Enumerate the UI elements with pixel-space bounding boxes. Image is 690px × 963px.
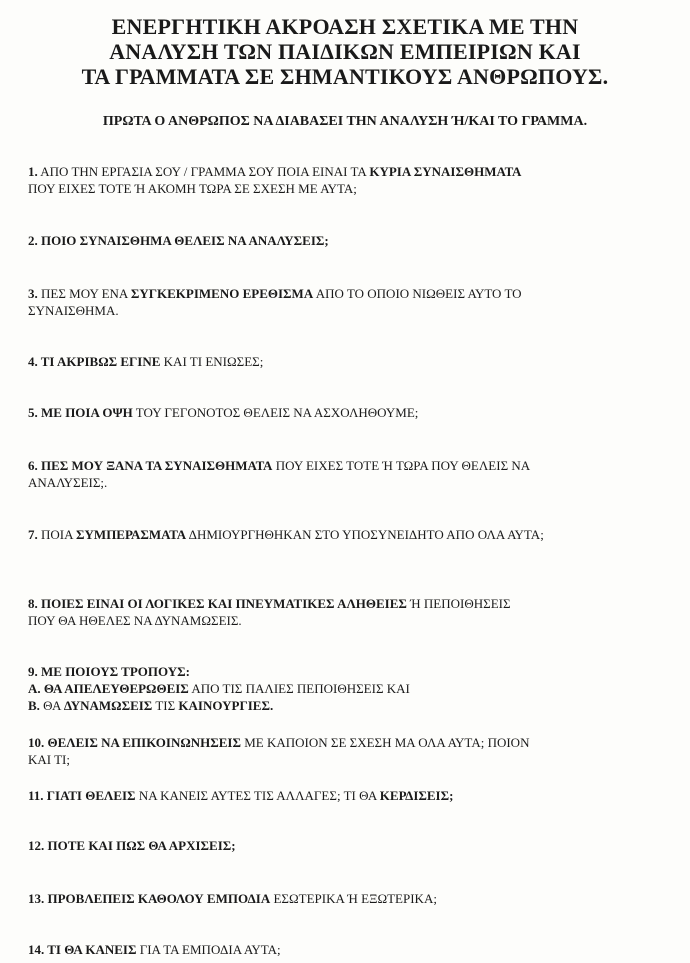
- question-11: [28, 787, 668, 804]
- question-8: [28, 595, 668, 629]
- question-12: [28, 837, 668, 854]
- question-text: ΘΑ: [39, 698, 64, 713]
- question-text: ΣΥΝΑΙΣΘΗΜΑ.: [28, 303, 119, 318]
- question-emphasis: ΚΑΙΝΟΥΡΓΙΕΣ.: [178, 698, 274, 713]
- question-emphasis: ΣΥΜΠΕΡΑΣΜΑΤΑ: [76, 527, 187, 542]
- question-text: ΚΑΙ ΤΙ ΕΝΙΩΣΕΣ;: [160, 354, 264, 369]
- question-3: [28, 285, 668, 319]
- question-emphasis: ΣΥΓΚΕΚΡΙΜΕΝΟ ΕΡΕΘΙΣΜΑ: [130, 286, 314, 301]
- question-emphasis: ΚΥΡΙΑ ΣΥΝΑΙΣΘΗΜΑΤΑ: [369, 164, 522, 179]
- question-text: ΝΑ ΚΑΝΕΙΣ ΑΥΤΕΣ ΤΙΣ ΑΛΛΑΓΕΣ; ΤΙ ΘΑ: [135, 788, 380, 803]
- question-10: [28, 734, 668, 768]
- question-text: ΠΟΥ ΕΙΧΕΣ ΤΟΤΕ Ή ΤΩΡΑ ΠΟΥ ΘΕΛΕΙΣ ΝΑ: [272, 458, 531, 473]
- question-2: [28, 232, 668, 249]
- question-emphasis: 9. ΜΕ ΠΟΙΟΥΣ ΤΡΟΠΟΥΣ:: [28, 664, 190, 679]
- question-text: ΠΕΣ ΜΟΥ ΕΝΑ: [37, 286, 131, 301]
- question-emphasis: 14. ΤΙ ΘΑ ΚΑΝΕΙΣ: [28, 942, 137, 957]
- question-text: ΑΠΟ ΤΗΝ ΕΡΓΑΣΙΑ ΣΟΥ / ΓΡΑΜΜΑ ΣΟΥ ΠΟΙΑ ΕΙΝΑΙ ΤΑ: [37, 164, 370, 179]
- question-5: [28, 404, 668, 421]
- question-number: 7.: [28, 527, 38, 542]
- question-emphasis: Α. ΘΑ ΑΠΕΛΕΥΘΕΡΩΘΕΙΣ: [28, 681, 189, 696]
- question-emphasis: 12. ΠΟΤΕ ΚΑΙ ΠΩΣ ΘΑ ΑΡΧΙΣΕΙΣ;: [28, 838, 236, 853]
- question-text: Ή ΠΕΠΟΙΘΗΣΕΙΣ: [406, 596, 511, 611]
- question-text: ΔΗΜΙΟΥΡΓΗΘΗΚΑΝ ΣΤΟ ΥΠΟΣΥΝΕΙΔΗΤΟ ΑΠΟ ΟΛΑ ΑΥΤΑ;: [186, 527, 544, 542]
- title-line: ΕΝΕΡΓΗΤΙΚΗ ΑΚΡΟΑΣΗ ΣΧΕΤΙΚΑ ΜΕ ΤΗΝ: [111, 14, 579, 39]
- question-7: [28, 526, 668, 543]
- question-1: [28, 163, 668, 197]
- question-emphasis: 11. ΓΙΑΤΙ ΘΕΛΕΙΣ: [28, 788, 136, 803]
- question-13: [28, 890, 668, 907]
- question-text: ΤΟΥ ΓΕΓΟΝΟΤΟΣ ΘΕΛΕΙΣ ΝΑ ΑΣΧΟΛΗΘΟΥΜΕ;: [132, 405, 419, 420]
- question-emphasis: ΔΥΝΑΜΩΣΕΙΣ: [63, 698, 153, 713]
- question-14: [28, 941, 668, 958]
- question-emphasis: 4. ΤΙ ΑΚΡΙΒΩΣ ΕΓΙΝΕ: [28, 354, 161, 369]
- question-text: ΠΟΥ ΘΑ ΗΘΕΛΕΣ ΝΑ ΔΥΝΑΜΩΣΕΙΣ.: [28, 613, 242, 628]
- question-text: ΓΙΑ ΤΑ ΕΜΠΟΔΙΑ ΑΥΤΑ;: [136, 942, 281, 957]
- question-text: ΠΟΙΑ: [37, 527, 77, 542]
- question-emphasis: 2. ΠΟΙΟ ΣΥΝΑΙΣΘΗΜΑ ΘΕΛΕΙΣ ΝΑ ΑΝΑΛΥΣΕΙΣ;: [28, 233, 329, 248]
- question-4: [28, 353, 668, 370]
- question-number: 1.: [28, 164, 38, 179]
- question-text: ΚΑΙ ΤΙ;: [28, 752, 71, 767]
- question-emphasis: ΚΕΡΔΙΣΕΙΣ;: [379, 788, 454, 803]
- question-9: [28, 663, 668, 714]
- question-text: ΠΟΥ ΕΙΧΕΣ ΤΟΤΕ Ή ΑΚΟΜΗ ΤΩΡΑ ΣΕ ΣΧΕΣΗ ΜΕ ΑΥΤΑ;: [28, 181, 357, 196]
- document-title: [0, 14, 690, 89]
- question-number: 3.: [28, 286, 38, 301]
- title-line: ΤΑ ΓΡΑΜΜΑΤΑ ΣΕ ΣΗΜΑΝΤΙΚΟΥΣ ΑΝΘΡΩΠΟΥΣ.: [81, 64, 609, 89]
- instruction-subtitle: ΠΡΩΤΑ Ο ΑΝΘΡΩΠΟΣ ΝΑ ΔΙΑΒΑΣΕΙ ΤΗΝ ΑΝΑΛΥΣΗ Ή/ΚΑΙ ΤΟ ΓΡΑΜΜΑ.: [102, 114, 588, 129]
- question-emphasis: 8. ΠΟΙΕΣ ΕΙΝΑΙ ΟΙ ΛΟΓΙΚΕΣ ΚΑΙ ΠΝΕΥΜΑΤΙΚΕΣ ΑΛΗΘΕΙΕΣ: [28, 596, 407, 611]
- question-emphasis: 13. ΠΡΟΒΛΕΠΕΙΣ ΚΑΘΟΛΟΥ ΕΜΠΟΔΙΑ: [28, 891, 271, 906]
- question-emphasis: 6. ΠΕΣ ΜΟΥ ΞΑΝΑ ΤΑ ΣΥΝΑΙΣΘΗΜΑΤΑ: [28, 458, 273, 473]
- question-emphasis: 10. ΘΕΛΕΙΣ ΝΑ ΕΠΙΚΟΙΝΩΝΗΣΕΙΣ: [28, 735, 241, 750]
- question-text: ΑΠΟ ΤΟ ΟΠΟΙΟ ΝΙΩΘΕΙΣ ΑΥΤΟ ΤΟ: [313, 286, 522, 301]
- question-text: ΑΝΑΛΥΣΕΙΣ;.: [28, 475, 108, 490]
- question-text: ΑΠΟ ΤΙΣ ΠΑΛΙΕΣ ΠΕΠΟΙΘΗΣΕΙΣ ΚΑΙ: [188, 681, 410, 696]
- question-6: [28, 457, 668, 491]
- title-line: ΑΝΑΛΥΣΗ ΤΩΝ ΠΑΙΔΙΚΩΝ ΕΜΠΕΙΡΙΩΝ ΚΑΙ: [109, 39, 581, 64]
- question-text: ΤΙΣ: [152, 698, 179, 713]
- question-text: ΜΕ ΚΑΠΟΙΟΝ ΣΕ ΣΧΕΣΗ ΜΑ ΟΛΑ ΑΥΤΑ; ΠΟΙΟΝ: [240, 735, 530, 750]
- question-text: ΕΣΩΤΕΡΙΚΑ Ή ΕΞΩΤΕΡΙΚΑ;: [270, 891, 437, 906]
- question-number: Β.: [28, 698, 40, 713]
- question-emphasis: 5. ΜΕ ΠΟΙΑ ΟΨΗ: [28, 405, 133, 420]
